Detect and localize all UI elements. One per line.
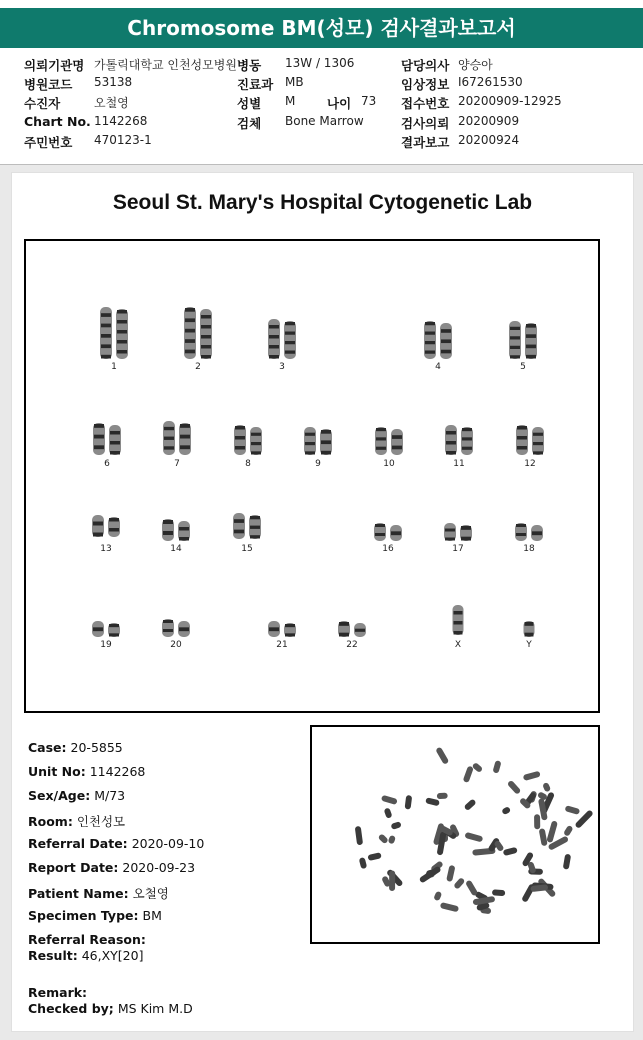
metaphase-chromosome bbox=[542, 782, 551, 792]
metaphase-chromosome bbox=[546, 820, 558, 843]
info-label: Unit No: bbox=[28, 764, 86, 779]
chromosome-22 bbox=[338, 621, 366, 637]
chromosome-21 bbox=[268, 621, 296, 637]
chromosome-4 bbox=[424, 321, 452, 359]
info-value: 20-5855 bbox=[70, 740, 123, 755]
chromosome-label: 3 bbox=[279, 362, 285, 372]
metaphase-chromosome bbox=[359, 857, 368, 869]
chromosome-15 bbox=[233, 513, 261, 539]
metaphase-chromosome bbox=[381, 795, 398, 805]
metaphase-chromosome bbox=[355, 826, 363, 845]
metaphase-chromosome bbox=[503, 847, 518, 856]
chromosome-12 bbox=[516, 425, 544, 455]
field-value: M bbox=[285, 94, 296, 108]
metaphase-chromosome bbox=[539, 828, 548, 846]
chromosome-label: 8 bbox=[245, 459, 251, 469]
chromosome-label: 20 bbox=[170, 640, 182, 650]
karyogram-image bbox=[26, 241, 598, 711]
chromosome-10 bbox=[375, 427, 403, 455]
metaphase-chromosome bbox=[433, 891, 442, 902]
field-label: 담당의사 bbox=[401, 58, 450, 73]
chromosome-18 bbox=[515, 523, 543, 541]
report-title-banner: Chromosome BM(성모) 검사결과보고서 bbox=[0, 8, 643, 48]
info-specimen-type bbox=[28, 908, 162, 923]
info-value: 46,XY[20] bbox=[81, 948, 144, 963]
info-patient-name bbox=[28, 884, 169, 902]
chromosome-label: 1 bbox=[111, 362, 117, 372]
chromosome-label: 2 bbox=[195, 362, 201, 372]
field-value: I67261530 bbox=[458, 75, 523, 89]
metaphase-chromosome bbox=[384, 807, 393, 818]
field-label: 검사의뢰 bbox=[401, 116, 450, 131]
field-value: 470123-1 bbox=[94, 133, 152, 147]
chromosome-label: 6 bbox=[104, 459, 110, 469]
field-value: Bone Marrow bbox=[285, 114, 364, 128]
metaphase-chromosome bbox=[437, 793, 448, 799]
metaphase-chromosome bbox=[388, 835, 397, 845]
chromosome-label: 18 bbox=[523, 544, 535, 554]
info-label: Remark: bbox=[28, 985, 88, 1000]
info-checked-by bbox=[28, 1001, 193, 1016]
field-value: 20200909 bbox=[458, 114, 520, 128]
metaphase-chromosome bbox=[492, 760, 501, 774]
chromosome-label: X bbox=[454, 640, 462, 650]
chromosome-label: Y bbox=[526, 640, 532, 650]
info-label: Report Date: bbox=[28, 860, 119, 875]
metaphase-chromosome bbox=[367, 852, 381, 861]
chromosome-label: 17 bbox=[452, 544, 464, 554]
field-label: Chart No. bbox=[24, 114, 91, 129]
metaphase-chromosome bbox=[390, 821, 401, 830]
chromosome-X bbox=[453, 605, 464, 635]
field-value: 20200909-12925 bbox=[458, 94, 562, 108]
info-label: Checked by; bbox=[28, 1001, 114, 1016]
metaphase-chromosome bbox=[435, 747, 449, 765]
metaphase-chromosome bbox=[425, 797, 440, 806]
field-value: 73 bbox=[361, 94, 377, 108]
info-label: Result: bbox=[28, 948, 78, 963]
chromosome-label: 22 bbox=[346, 640, 358, 650]
chromosome-label: 21 bbox=[276, 640, 288, 650]
metaphase-chromosome bbox=[419, 866, 442, 884]
field-value: 1142268 bbox=[94, 114, 148, 128]
report-header bbox=[0, 0, 643, 165]
chromosome-8 bbox=[234, 425, 262, 455]
field-label: 병원코드 bbox=[24, 77, 73, 92]
info-label: Sex/Age: bbox=[28, 788, 91, 803]
header-divider bbox=[0, 164, 643, 165]
info-label: Referral Date: bbox=[28, 836, 128, 851]
metaphase-chromosome bbox=[440, 902, 459, 912]
metaphase-chromosome bbox=[453, 877, 465, 890]
info-value: M/73 bbox=[94, 788, 126, 803]
info-value: 오철영 bbox=[132, 886, 169, 901]
chromosome-label: 14 bbox=[170, 544, 182, 554]
field-label: 수진자 bbox=[24, 96, 61, 111]
metaphase-chromosome bbox=[465, 880, 478, 897]
karyogram-panel bbox=[24, 239, 600, 713]
chromosome-label: 4 bbox=[435, 362, 441, 372]
metaphase-chromosome bbox=[563, 825, 574, 837]
field-value: MB bbox=[285, 75, 304, 89]
metaphase-chromosome bbox=[563, 854, 571, 870]
info-value: 1142268 bbox=[89, 764, 146, 779]
info-value: BM bbox=[142, 908, 162, 923]
field-label: 진료과 bbox=[237, 77, 274, 92]
chromosome-11 bbox=[445, 425, 473, 455]
field-label: 나이 bbox=[327, 96, 352, 111]
metaphase-image bbox=[312, 727, 598, 942]
info-label: Referral Reason: bbox=[28, 932, 146, 947]
chromosome-2 bbox=[184, 307, 212, 359]
field-label: 접수번호 bbox=[401, 96, 450, 111]
chromosome-6 bbox=[93, 423, 121, 455]
metaphase-chromosome bbox=[492, 889, 505, 896]
field-label: 검체 bbox=[237, 116, 262, 131]
field-value: 양승아 bbox=[458, 58, 493, 72]
info-room bbox=[28, 812, 125, 830]
chromosome-label: 16 bbox=[382, 544, 394, 554]
chromosome-label: 15 bbox=[241, 544, 253, 554]
chromosome-label: 9 bbox=[315, 459, 321, 469]
chromosome-label: 11 bbox=[453, 459, 465, 469]
info-value: 2020-09-23 bbox=[122, 860, 196, 875]
chromosome-label: 5 bbox=[520, 362, 526, 372]
metaphase-chromosome bbox=[565, 805, 581, 815]
metaphase-panel bbox=[310, 725, 600, 944]
chromosome-5 bbox=[509, 321, 537, 359]
info-referral-reason bbox=[28, 932, 150, 947]
metaphase-chromosome bbox=[446, 865, 455, 882]
field-value: 53138 bbox=[94, 75, 133, 89]
metaphase-chromosome bbox=[534, 814, 540, 829]
field-label: 임상정보 bbox=[401, 77, 450, 92]
info-label: Case: bbox=[28, 740, 67, 755]
info-result bbox=[28, 948, 143, 963]
metaphase-chromosome bbox=[378, 833, 389, 844]
field-value: 13W / 1306 bbox=[285, 56, 355, 70]
chromosome-label: 13 bbox=[100, 544, 112, 554]
chromosome-13 bbox=[92, 515, 120, 537]
chromosome-Y bbox=[524, 621, 535, 637]
field-value: 가톨릭대학교 인천성모병원 bbox=[94, 58, 237, 72]
info-report-date bbox=[28, 860, 195, 875]
info-unit-no bbox=[28, 764, 145, 779]
chromosome-label: 7 bbox=[174, 459, 180, 469]
metaphase-chromosome bbox=[405, 795, 413, 810]
chromosome-14 bbox=[162, 519, 190, 541]
field-label: 성별 bbox=[237, 96, 262, 111]
lab-title: Seoul St. Mary's Hospital Cytogenetic Lab bbox=[112, 191, 533, 214]
chromosome-16 bbox=[374, 523, 402, 541]
chromosome-20 bbox=[162, 619, 190, 637]
info-remark bbox=[28, 985, 91, 1000]
info-sex-age bbox=[28, 788, 125, 803]
field-label: 의뢰기관명 bbox=[24, 58, 85, 73]
metaphase-chromosome bbox=[464, 798, 477, 811]
info-value: 인천성모 bbox=[76, 814, 126, 829]
field-value: 오철영 bbox=[94, 96, 129, 110]
field-label: 병동 bbox=[237, 58, 262, 73]
info-case bbox=[28, 740, 123, 755]
info-referral-date bbox=[28, 836, 204, 851]
chromosome-17 bbox=[444, 523, 472, 541]
chromosome-7 bbox=[163, 421, 191, 455]
metaphase-chromosome bbox=[472, 762, 484, 773]
chromosome-1 bbox=[100, 307, 128, 359]
field-label: 결과보고 bbox=[401, 135, 450, 150]
chromosome-19 bbox=[92, 621, 120, 637]
metaphase-chromosome bbox=[523, 771, 541, 781]
info-label: Specimen Type: bbox=[28, 908, 139, 923]
chromosome-label: 19 bbox=[100, 640, 112, 650]
chromosome-label: 10 bbox=[383, 459, 395, 469]
field-value: 20200924 bbox=[458, 133, 520, 147]
chromosome-9 bbox=[304, 427, 332, 455]
chromosome-3 bbox=[268, 319, 296, 359]
info-value: MS Kim M.D bbox=[117, 1001, 193, 1016]
metaphase-chromosome bbox=[464, 832, 483, 843]
info-value: 2020-09-10 bbox=[131, 836, 205, 851]
chromosome-label: 12 bbox=[524, 459, 536, 469]
field-label: 주민번호 bbox=[24, 135, 73, 150]
report-page bbox=[11, 172, 634, 1032]
info-label: Patient Name: bbox=[28, 886, 129, 901]
metaphase-chromosome bbox=[507, 780, 522, 795]
info-label: Room: bbox=[28, 814, 73, 829]
metaphase-chromosome bbox=[389, 870, 395, 891]
metaphase-chromosome bbox=[463, 766, 474, 783]
metaphase-chromosome bbox=[501, 806, 511, 815]
